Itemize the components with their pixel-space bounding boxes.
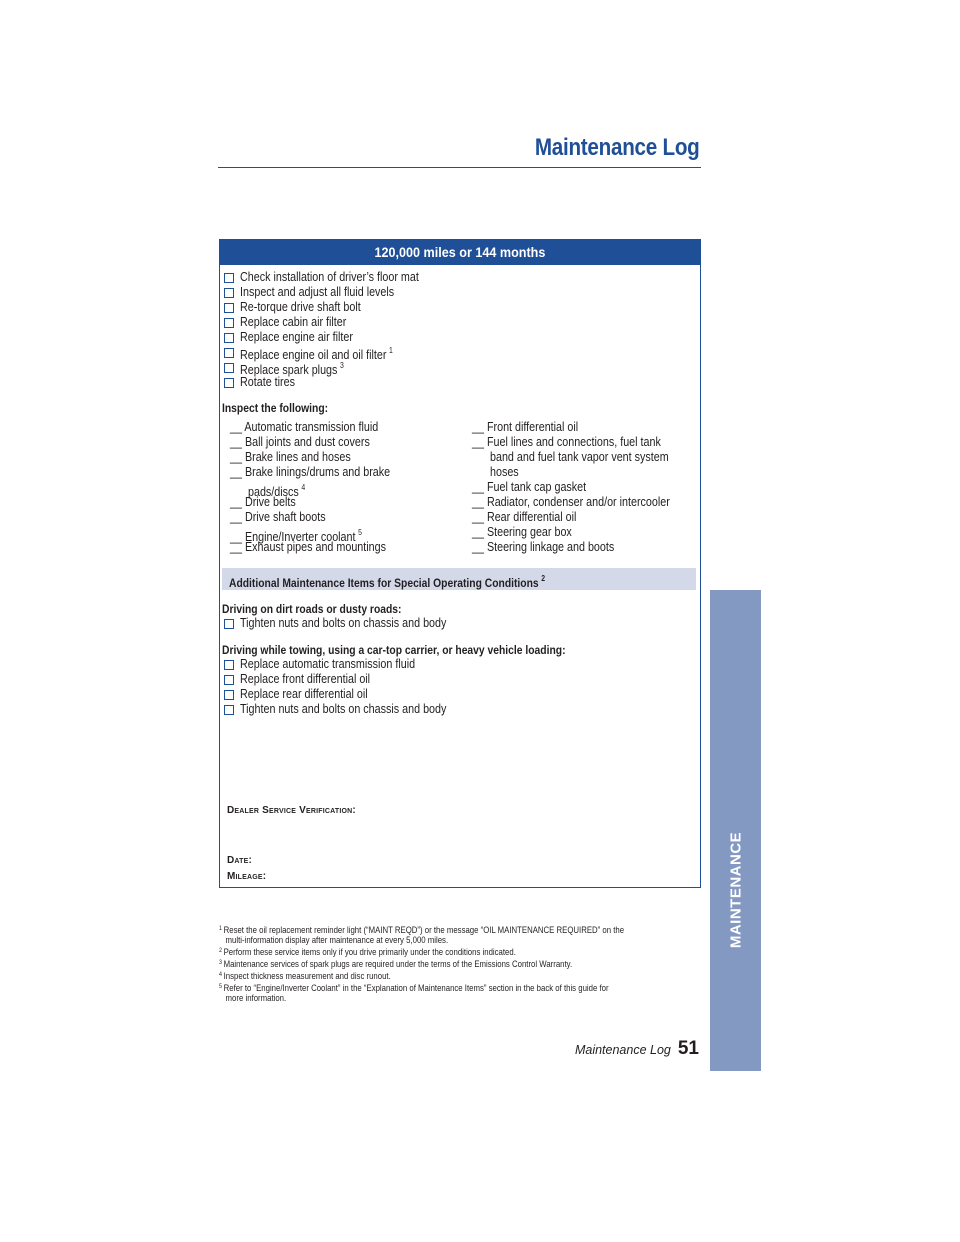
item-text: Re-torque drive shaft bolt [240,300,361,314]
inspect-item [472,465,702,480]
checklist-item [224,616,480,631]
footnote-ref: 1 [388,345,393,355]
inspect-item [472,525,702,540]
footnote-text: Maintenance services of spark plugs are required under the terms of the Emissions Control Warranty. [223,959,573,970]
inspect-item-text [230,465,390,480]
towing-list [224,657,480,717]
footnote [219,946,614,958]
inspect-heading [222,401,345,415]
footnote-number: 1 [219,925,222,932]
inspect-item [230,450,416,465]
item-text: Replace engine oil and oil filter [240,347,387,362]
footnote [219,994,614,1004]
item-text: Replace cabin air filter [240,315,347,329]
inspect-item [472,480,702,495]
towing-heading: Driving while towing, using a car-top carrier, or heavy vehicle loading: [222,643,566,657]
checklist-item [224,285,448,300]
footnote-text: Refer to “Engine/Inverter Coolant” in the “Explanation of Maintenance Items” section in the back of this guide for [223,983,609,994]
inspect-item [230,465,416,480]
inspect-item-text [230,495,296,510]
footnote [219,970,614,982]
footnote-number: 3 [219,959,222,966]
side-tab [710,590,761,1071]
item-text: __ Brake linings/drums and brake [230,465,391,479]
inspect-item [472,435,702,450]
box-header [220,240,700,265]
special-conditions-title: Additional Maintenance Items for Special Operating Conditions $^2$ [229,574,546,590]
footnote-ref: 2 [541,574,546,583]
checklist-item-label [240,616,446,631]
inspect-item [230,510,416,525]
checkbox[interactable] [224,348,234,358]
checklist-item [224,315,448,330]
checklist-item [224,702,480,717]
item-text: __ Steering linkage and boots [472,540,615,554]
dirt-roads-heading: Driving on dirt roads or dusty roads: [222,602,402,616]
item-text: Replace automatic transmission fluid [240,657,416,671]
inspect-item-text [230,450,351,465]
dirt-roads-list [224,616,480,631]
inspect-item [230,540,416,555]
footnote-number: 2 [219,947,222,954]
checklist-item-label [240,300,361,315]
item-text: Replace rear differential oil [240,687,368,701]
footnote-number: 5 [219,983,222,990]
footnote-text: more information. [225,993,287,1004]
item-text: __ Automatic transmission fluid [230,420,379,434]
inspect-item-text [472,435,661,450]
checklist-item [224,300,448,315]
inspect-item [230,435,416,450]
checkbox[interactable] [224,363,234,373]
side-tab-label: MAINTENANCE [727,831,744,949]
checklist-item [224,657,480,672]
footnotes [219,924,701,1004]
item-text: __ Radiator, condenser and/or intercooler [472,495,670,509]
checkbox[interactable] [224,378,234,388]
item-text: __ Fuel tank cap gasket [472,480,587,494]
checklist-item-label [240,270,419,285]
checklist-item-label [240,375,295,390]
item-text: __ Ball joints and dust covers [230,435,370,449]
footnote [219,958,614,970]
checklist-item [224,687,480,702]
item-text: __ Exhaust pipes and mountings [230,540,386,554]
inspect-item [472,450,702,465]
page-number: 51 [677,1038,699,1059]
checkbox[interactable] [224,318,234,328]
footnote [219,936,614,946]
page-title: Maintenance Log [535,134,700,161]
mileage-label: Mileage: [227,871,267,882]
item-text: __ Drive belts [230,495,296,509]
checkbox[interactable] [224,303,234,313]
checklist-item [224,270,448,285]
checkbox[interactable] [224,675,234,685]
footer-label: Maintenance Log [574,1043,671,1057]
dealer-verification-label: Dealer Service Verification: [227,805,356,816]
inspect-item [230,420,416,435]
box-title: 120,000 miles or 144 months [374,244,546,260]
inspect-item [230,525,416,544]
inspect-item-text [472,540,614,555]
inspect-item-text [472,495,670,510]
footnote-text: Inspect thickness measurement and disc runout. [223,971,391,982]
inspect-item [472,540,702,555]
footnote-text: multi-information display after maintenance at every 5,000 miles. [225,935,449,946]
inspect-heading-text: Inspect the following: [222,401,329,415]
item-text: __ Rear differential oil [472,510,577,524]
item-text: __ Steering gear box [472,525,572,539]
inspect-item [230,480,416,499]
item-text: Inspect and adjust all fluid levels [240,285,395,299]
checkbox[interactable] [224,333,234,343]
item-text: Replace spark plugs [240,362,338,377]
item-text: Replace front differential oil [240,672,371,686]
date-label: Date: [227,855,253,866]
footnote-text: Reset the oil replacement reminder light (“MAINT REQD”) or the message “OIL MAINTENANCE REQUIRED” on the [223,925,625,936]
title-rule [218,167,701,168]
checklist-item [224,672,480,687]
inspect-item-text [472,510,576,525]
checklist-item-label [240,672,370,687]
checklist-item-label [240,657,415,672]
service-checklist [224,270,448,390]
item-text: Tighten nuts and bolts on chassis and body [240,616,447,630]
inspect-item-text [472,480,586,495]
checkbox[interactable] [224,660,234,670]
item-text: band and fuel tank vapor vent system [490,450,669,464]
footnote-text: Perform these service items only if you drive primarily under the conditions indicated. [223,947,516,958]
checklist-item-label [240,315,346,330]
item-text: Replace engine air filter [240,330,353,344]
checkbox[interactable] [224,690,234,700]
inspect-item-text [230,420,378,435]
item-text: __ Drive shaft boots [230,510,326,524]
item-text: __ Fuel lines and connections, fuel tank [472,435,661,449]
maintenance-box [219,239,701,888]
inspect-item [472,495,702,510]
item-text: __ Front differential oil [472,420,579,434]
item-text: Rotate tires [240,375,295,389]
page-footer [575,1038,699,1060]
checkbox[interactable] [224,288,234,298]
checklist-item-label [240,687,368,702]
inspect-item-text [490,465,519,480]
inspect-item-text [472,420,578,435]
inspect-item-text [230,510,326,525]
checkbox[interactable] [224,619,234,629]
inspect-item [472,510,702,525]
inspect-item-text [490,450,669,465]
item-text: pads/discs [248,485,299,499]
item-text: __ Brake lines and hoses [230,450,351,464]
inspect-item-text [472,525,572,540]
item-text: Tighten nuts and bolts on chassis and body [240,702,447,716]
inspect-item [472,420,702,435]
footnote-ref: 3 [339,360,344,370]
checklist-item-label [240,285,394,300]
checklist-item [224,360,448,375]
checkbox[interactable] [224,273,234,283]
inspect-list-right [472,420,702,555]
inspect-item-text [230,435,370,450]
footnote-ref: 4 [301,483,306,492]
inspect-list-left [230,420,416,555]
item-text: hoses [490,465,519,479]
special-conditions-bar [222,568,696,590]
item-text: __ Engine/Inverter coolant [230,530,356,544]
inspect-item [230,495,416,510]
checklist-item-label [240,702,446,717]
inspect-item-text [230,540,386,555]
footnote-ref: 5 [358,528,362,537]
checkbox[interactable] [224,705,234,715]
item-text: Check installation of driver’s floor mat [240,270,419,284]
footnote-number: 4 [219,971,222,978]
